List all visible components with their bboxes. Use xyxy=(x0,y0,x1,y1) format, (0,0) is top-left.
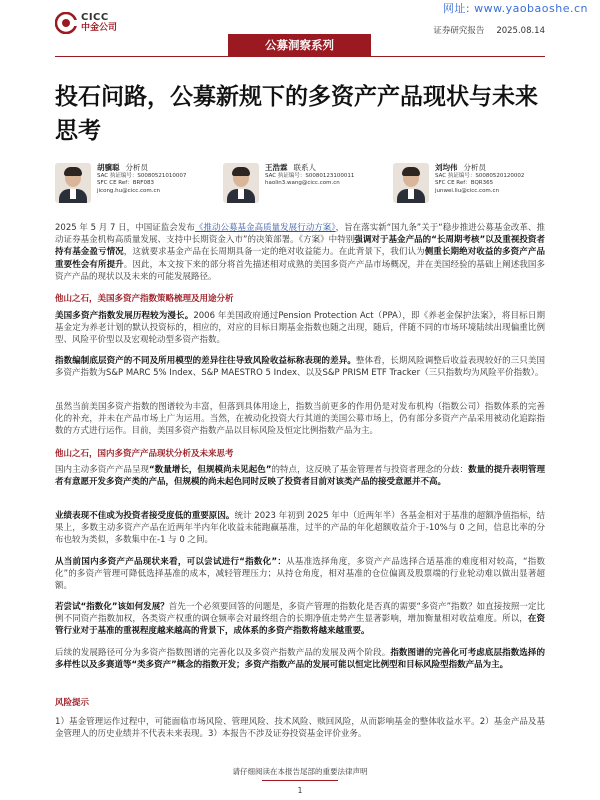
cicc-logo xyxy=(55,12,117,34)
header-divider xyxy=(55,56,545,57)
analyst-sac: SAC 执证编号：S0080123100011 xyxy=(265,173,355,179)
analyst-card xyxy=(55,163,186,203)
report-title: 投石问路，公募新规下的多资产产品现状与未来思考 xyxy=(55,84,538,144)
risk-paragraph: 1）基金管理运作过程中，可能面临市场风险、管理风险、技术风险、赎回风险，从而影响基金的整体收益水平。2）基金产品及基金管理人的历史业绩并不代表未来表现。3）本报告不涉及证券投资基金评价业务。 xyxy=(55,717,545,740)
analyst-role: 联系人 xyxy=(293,163,316,172)
paragraph: 国内主动多资产产品呈现“数量增长，但规模尚未见起色”的特点，这反映了基金管理者与投资者理念的分歧：数量的提升表明管理者有意愿开发多资产类的产品，但规模的尚未起色同时反映了投资者目前对该类产品的接受意愿并不高。 xyxy=(55,465,545,488)
analyst-sac: SAC 执证编号：S0080520120002 xyxy=(435,173,525,179)
report-meta xyxy=(433,24,545,36)
logo-brand: CICC xyxy=(81,12,109,23)
avatar xyxy=(393,163,429,203)
section-heading: 他山之石，美国多资产指数策略梳理及用途分析 xyxy=(55,294,234,304)
report-type: 证券研究报告 xyxy=(433,26,485,36)
analyst-card xyxy=(393,163,524,203)
avatar xyxy=(55,163,91,203)
section-heading: 他山之石，国内多资产产品现状分析及未来思考 xyxy=(55,449,234,459)
logo-name-cn: 中金公司 xyxy=(81,23,118,33)
paragraph: 业绩表现不佳或为投资者接受度低的重要原因。统计 2023 年初到 2025 年中（近两年半）各基金相对于基准的超额净值指标，结果上，多数主动多资产产品在近两年半内年化收益未能跑赢基准，过半的产品的年化超额收益介于-10%与 0 之间，信息比率的分布也较为类似，多数集中在-1 与 0 之间。 xyxy=(55,511,545,546)
analyst-name: 王浩霖 xyxy=(265,163,288,172)
analyst-sfc: SFC CE Ref：BQR365 xyxy=(435,180,494,187)
paragraph: 后续的发展路径可分为多资产指数图谱的完善化以及多资产指数产品的发展及两个阶段。指数图谱的完善化可考虑底层指数选择的多样性以及多赛道等“类多资产”概念的指数开发；多资产指数产品的发展可能以恒定比例型和目标风险型指数产品为主。 xyxy=(55,648,545,671)
paragraph: 虽然当前美国多资产指数的图谱较为丰富，但落到具体用途上，指数当前更多的作用仍是对发布机构（指数公司）指数体系的完善化的补充，并未在产品市场上广为运用。当然，在被动化投资大行其道的美国公募市场上，仍有部分多资产产品采用被动化追踪指数的方式进行运作。目前，美国多资产指数产品以目标风险及恒定比例指数产品为主。 xyxy=(55,402,545,437)
risk-heading: 风险提示 xyxy=(55,698,90,708)
analyst-name: 刘均伟 xyxy=(435,163,458,172)
analyst-email: junwei.liu@cicc.com.cn xyxy=(435,187,500,194)
series-tag: 公募洞察系列 xyxy=(228,34,371,56)
analyst-sfc: SFC CE Ref：BRF083 xyxy=(97,180,154,187)
analyst-role: 分析员 xyxy=(125,163,148,172)
paragraph: 若尝试“指数化”该如何发展？首先一个必须要回答的问题是，多资产管理的指数化是否真的需要“多资产”指数？如直接按照一定比例不同资产指数加权，各类资产权重的调仓频率会对最终组合的长期净值走势产生显著影响，增加衡量相对收益难度。所以，在资管行业对于基准的重视程度越来越高的背景下，成体系的多资产指数将越来越重要。 xyxy=(55,602,545,637)
analyst-list xyxy=(55,163,545,207)
cicc-logo-icon xyxy=(55,12,77,34)
analyst-sac: SAC 执证编号：S0080521010007 xyxy=(97,173,187,179)
paragraph: 美国多资产指数发展历程较为漫长。2006 年美国政府通过Pension Protection Act（PPA），即《养老金保护法案》，将目标日期基金定为养老计划的默认投资标的，相应的，对应的目标日期基金指数也随之出现，随后，伴随不同的市场环境陆续出现偏重比例型、风险平价型以及宏观轮动型多资产指数。 xyxy=(55,311,545,346)
analyst-role: 分析员 xyxy=(463,163,486,172)
footer-divider xyxy=(262,780,338,781)
paragraph: 指数编制底层资产的不同及所用模型的差异往往导致风险收益标称表现的差异。整体看，长期风险调整后收益表现较好的三只美国多资产指数为S&P MARC 5% Index、S&P MAESTRO 5 Index、以及S&P PRISM ETF Tracker（三只指数均为风险平价指数）。 xyxy=(55,356,545,379)
policy-link[interactable]: 《推动公募基金高质量发展行动方案》 xyxy=(194,223,336,233)
analyst-email: haolin3.wang@cicc.com.cn xyxy=(265,180,340,187)
analyst-email: jicong.hu@cicc.com.cn xyxy=(97,187,160,194)
paragraph: 从当前国内多资产产品现状来看，可以尝试进行“指数化”：从基准选择角度，多资产产品选择合适基准的难度相对较高，“指数化”的多资产管理可降低选择基准的成本，减轻管理压力；从持仓角度，相对基准的仓位偏离及股票端的行业轮动难以做出显著超额。 xyxy=(55,557,545,592)
site-url-watermark: 网址: www.yaobaoshe.cn xyxy=(442,2,588,15)
analyst-name: 胡骥聪 xyxy=(97,163,120,172)
avatar xyxy=(223,163,259,203)
intro-paragraph: 2025 年 5 月 7 日，中国证监会发布《推动公募基金高质量发展行动方案》，旨在落实新“国九条”关于“稳步推进公募基金改革、推动证券基金机构高质量发展、支持中长期资金入市”的决策部署。《方案》中特别强调对于基金产品的“长周期考核”以及重视投资者持有基金盈亏情况，这就要求基金产品在长周期具备一定的绝对收益能力。在此背景下，我们认为侧重长期绝对收益的多资产产品重要性会有所提升。因此，本文按下来的部分将首先描述相对成熟的美国多资产产品市场概况，并在美国经验的基础上阐述我国多资产产品的现状以及未来的可能发展路径。 xyxy=(55,223,545,282)
analyst-card xyxy=(223,163,354,203)
page-number: 1 xyxy=(297,786,303,795)
legal-notice: 请仔细阅读在本报告尾部的重要法律声明 xyxy=(232,767,368,776)
report-date: 2025.08.14 xyxy=(496,26,545,36)
